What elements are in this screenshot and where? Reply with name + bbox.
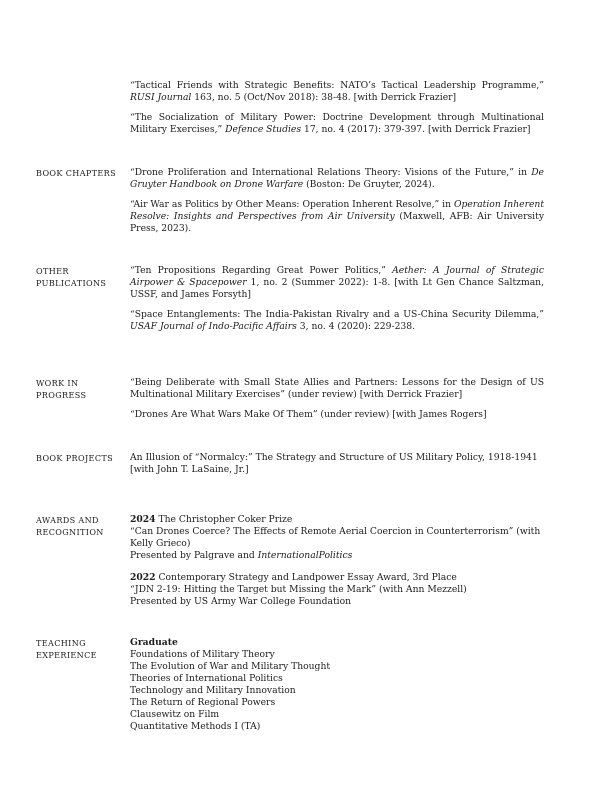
awards-list — [130, 514, 544, 608]
section-label-other-publications: OTHER PUBLICATIONS — [36, 266, 107, 288]
teaching-list — [130, 637, 544, 733]
work-in-progress-list — [130, 377, 544, 421]
chapter-entry: “Drone Proliferation and International Relations Theory: Visions of the Future,” in De Gruyter Handbook on Drone Warfare (Boston: De Gruyter, 2024). — [130, 167, 544, 190]
book-project-title: An Illusion of “Normalcy:” The Strategy and Structure of US Military Policy, 1918-1941 — [130, 452, 538, 463]
award-work: “JDN 2-19: Hitting the Target but Missing the Mark” (with Ann Mezzell) — [130, 584, 467, 595]
book-project-coauthor: [with John T. LaSaine, Jr.] — [130, 464, 249, 475]
publication-entry: “Space Entanglements: The India-Pakistan Rivalry and a US-China Security Dilemma,” USAF Journal of Indo-Pacific Affairs 3, no. 4 (2020): 229-238. — [130, 309, 544, 332]
wip-entry: “Being Deliberate with Small State Allies and Partners: Lessons for the Design of US Multinational Military Exercises” (under review) [with Derrick Frazier] — [130, 377, 544, 400]
teaching-heading: Graduate — [130, 637, 178, 648]
award-presenter: Presented by US Army War College Foundation — [130, 596, 352, 607]
section-label-teaching: TEACHING EXPERIENCE — [36, 638, 97, 660]
course-item: Foundations of Military Theory — [130, 649, 275, 660]
award-title: 2024 The Christopher Coker Prize — [130, 514, 293, 525]
course-item: Clausewitz on Film — [130, 709, 220, 720]
article-entry: “Tactical Friends with Strategic Benefits: NATO’s Tactical Leadership Programme,” RUSI Journal 163, no. 5 (Oct/Nov 2018): 38-48. [with Derrick Frazier] — [130, 80, 544, 103]
wip-entry: “Drones Are What Wars Make Of Them” (under review) [with James Rogers] — [130, 409, 487, 420]
course-item: The Return of Regional Powers — [130, 697, 276, 708]
section-label-work-in-progress: WORK IN PROGRESS — [36, 378, 87, 400]
section-label-awards: AWARDS AND RECOGNITION — [36, 515, 104, 537]
chapter-entry: “Air War as Politics by Other Means: Operation Inherent Resolve,” in Operation Inherent Resolve: Insights and Perspectives from Air University (Maxwell, AFB: Air University Press, 2023). — [130, 199, 545, 234]
book-projects-list — [130, 452, 544, 476]
section-label-book-chapters: BOOK CHAPTERS — [36, 168, 117, 178]
articles-continued — [130, 80, 544, 136]
other-publications-list — [130, 265, 544, 333]
section-label-book-projects: BOOK PROJECTS — [36, 453, 114, 463]
award-entry — [130, 572, 544, 608]
course-item: Theories of International Politics — [130, 673, 283, 684]
course-item: The Evolution of War and Military Thought — [130, 661, 331, 672]
course-item: Quantitative Methods I (TA) — [130, 721, 261, 732]
book-chapters-list — [130, 167, 544, 235]
publication-entry: “Ten Propositions Regarding Great Power Politics,” Aether: A Journal of Strategic Airpower & Spacepower 1, no. 2 (Summer 2022): 1-8. [with Lt Gen Chance Saltzman, USSF, and James Forsyth] — [130, 265, 545, 300]
article-entry: “The Socialization of Military Power: Doctrine Development through Multinational Military Exercises,” Defence Studies 17, no. 4 (2017): 379-397. [with Derrick Frazier] — [130, 112, 544, 135]
award-title: 2022 Contemporary Strategy and Landpower Essay Award, 3rd Place — [130, 572, 457, 583]
award-presenter: Presented by Palgrave and InternationalPolitics — [130, 550, 353, 561]
course-item: Technology and Military Innovation — [130, 685, 296, 696]
award-work: “Can Drones Coerce? The Effects of Remote Aerial Coercion in Counterterrorism” (with Kelly Grieco) — [130, 526, 541, 549]
award-entry — [130, 514, 544, 562]
